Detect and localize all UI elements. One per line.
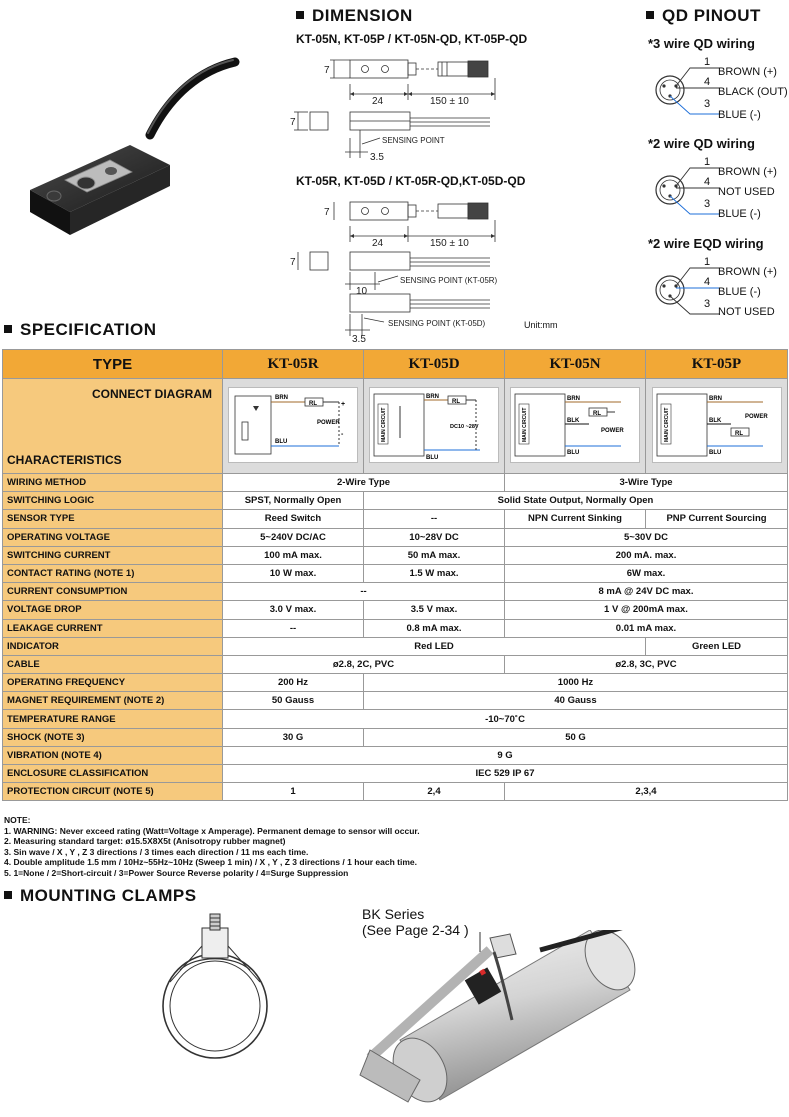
pin-label: BLUE (-)	[718, 286, 761, 298]
bk-series-label: BK Series	[362, 906, 425, 922]
spec-cell: 50 Gauss	[223, 692, 364, 710]
spec-cell: -10~70˚C	[223, 710, 788, 728]
spec-row-label: CURRENT CONSUMPTION	[3, 583, 223, 601]
spec-cell: 10~28V DC	[364, 528, 505, 546]
spec-row-label: CONTACT RATING (NOTE 1)	[3, 564, 223, 582]
diag-main-circuit: MAIN CIRCUIT	[663, 407, 670, 442]
spec-cell: 3.5 V max.	[364, 601, 505, 619]
pin-label: BLUE (-)	[718, 109, 761, 121]
section-bullet-icon	[296, 11, 304, 19]
pinout-group-title: *2 wire EQD wiring	[648, 236, 764, 251]
spec-row	[3, 601, 788, 619]
pin-label: BROWN (+)	[718, 266, 777, 278]
circuit-diagram-pnp	[652, 387, 782, 463]
dim-7-label-d: 7	[290, 257, 296, 268]
spec-cell: IEC 529 IP 67	[223, 765, 788, 783]
spec-cell: 8 mA @ 24V DC max.	[505, 583, 788, 601]
spec-cell: PNP Current Sourcing	[646, 510, 788, 528]
spec-cell: 0.8 mA max.	[364, 619, 505, 637]
spec-row	[3, 746, 788, 764]
spec-cell: 1000 Hz	[364, 674, 788, 692]
diag-brn: BRN	[426, 393, 439, 400]
spec-cell: 2,3,4	[505, 783, 788, 801]
spec-row-label: LEAKAGE CURRENT	[3, 619, 223, 637]
pin-label: NOT USED	[718, 306, 775, 318]
diag-brn: BRN	[275, 394, 288, 401]
spec-cell: ø2.8, 2C, PVC	[223, 655, 505, 673]
model-header: KT-05N	[505, 350, 646, 379]
notes-title: NOTE:	[4, 815, 31, 825]
diag-blk: BLK	[567, 417, 580, 424]
diag-rl: RL	[734, 430, 743, 437]
spec-row-label: SWITCHING LOGIC	[3, 492, 223, 510]
note-item: 3. Sin wave / X , Y , Z 3 directions / 3 times each direction / 11 ms each time.	[4, 846, 309, 857]
spec-row-label: SENSOR TYPE	[3, 510, 223, 528]
pin-label: NOT USED	[718, 186, 775, 198]
pin-label: BROWN (+)	[718, 66, 777, 78]
qd-pinout-title: QD PINOUT	[646, 6, 761, 26]
note-item: 5. 1=None / 2=Short-circuit / 3=Power Source Reverse polarity / 4=Surge Suppression	[4, 867, 349, 878]
spec-row	[3, 674, 788, 692]
spec-row-label: ENCLOSURE CLASSIFICATION	[3, 765, 223, 783]
spec-row	[3, 655, 788, 673]
circuit-diagram-reed	[228, 387, 358, 463]
diag-blk: BLK	[708, 417, 721, 424]
diagram-kt05n-cell	[505, 379, 646, 474]
spec-row-label: PROTECTION CIRCUIT (NOTE 5)	[3, 783, 223, 801]
sensing-point-r-label: SENSING POINT (KT-05R)	[400, 276, 498, 285]
spec-row-label: VIBRATION (NOTE 4)	[3, 746, 223, 764]
pin-number: 1	[704, 256, 711, 268]
diag-rl: RL	[309, 400, 317, 407]
model-header: KT-05R	[223, 350, 364, 379]
product-photo	[10, 40, 240, 250]
diag-power: POWER	[744, 413, 768, 420]
spec-row-label: SHOCK (NOTE 3)	[3, 728, 223, 746]
connect-diagram-row	[3, 379, 788, 474]
spec-cell: 0.01 mA max.	[505, 619, 788, 637]
pin-number: 1	[704, 156, 711, 168]
spec-row	[3, 619, 788, 637]
sensing-point-label: SENSING POINT	[382, 136, 445, 145]
spec-cell: 200 mA. max.	[505, 546, 788, 564]
spec-cell: SPST, Normally Open	[223, 492, 364, 510]
spec-cell: 1 V @ 200mA max.	[505, 601, 788, 619]
spec-cell: 100 mA max.	[223, 546, 364, 564]
cylinder-mount-drawing	[330, 930, 650, 1110]
spec-row	[3, 637, 788, 655]
dim-10-label: 10	[356, 286, 368, 297]
pinout-group-title: *3 wire QD wiring	[648, 36, 755, 51]
circuit-diagram-2wire	[369, 387, 499, 463]
unit-label: Unit:mm	[524, 320, 558, 330]
spec-row-label: WIRING METHOD	[3, 474, 223, 492]
spec-cell: 3-Wire Type	[505, 474, 788, 492]
spec-cell: --	[223, 619, 364, 637]
dimension-group2-title: KT-05R, KT-05D / KT-05R-QD,KT-05D-QD	[296, 174, 526, 188]
spec-cell: 5~240V DC/AC	[223, 528, 364, 546]
sensing-point-d-label: SENSING POINT (KT-05D)	[388, 319, 486, 328]
diag-blu: BLU	[708, 449, 721, 456]
spec-cell: 50 G	[364, 728, 788, 746]
spec-row	[3, 492, 788, 510]
spec-cell: 5~30V DC	[505, 528, 788, 546]
spec-cell: Reed Switch	[223, 510, 364, 528]
spec-cell: 200 Hz	[223, 674, 364, 692]
dimension-drawing-rd	[290, 190, 530, 342]
dim-7-label-b: 7	[290, 117, 296, 128]
spec-cell: NPN Current Sinking	[505, 510, 646, 528]
spec-cell: Green LED	[646, 637, 788, 655]
dim-150-label-b: 150 ± 10	[430, 238, 469, 249]
spec-row-label: INDICATOR	[3, 637, 223, 655]
diag-dc: DC10 ~28V	[450, 423, 479, 430]
dim-7-label-c: 7	[324, 207, 330, 218]
spec-cell: Red LED	[223, 637, 646, 655]
spec-row	[3, 783, 788, 801]
spec-row	[3, 564, 788, 582]
spec-row	[3, 692, 788, 710]
spec-cell: 50 mA max.	[364, 546, 505, 564]
spec-row-label: OPERATING VOLTAGE	[3, 528, 223, 546]
diag-main-circuit: MAIN CIRCUIT	[381, 407, 387, 442]
specification-title: SPECIFICATION	[4, 320, 157, 340]
diag-brn: BRN	[708, 395, 722, 402]
spec-cell: 10 W max.	[223, 564, 364, 582]
model-header: KT-05D	[364, 350, 505, 379]
section-bullet-icon	[4, 325, 12, 333]
diag-power: POWER	[601, 427, 624, 434]
pin-number: 3	[704, 298, 711, 310]
type-header: TYPE	[3, 350, 223, 379]
spec-cell: 1	[223, 783, 364, 801]
spec-row-label: MAGNET REQUIREMENT (NOTE 2)	[3, 692, 223, 710]
clamp-ring-drawing	[140, 910, 290, 1060]
dim-24-label-a: 24	[372, 96, 384, 107]
dim-3-5-label-b: 3.5	[352, 334, 366, 342]
diag-blu: BLU	[426, 454, 439, 461]
diagram-kt05r-cell	[223, 379, 364, 474]
pinout-group-title: *2 wire QD wiring	[648, 136, 755, 151]
diag-main-circuit: MAIN CIRCUIT	[522, 407, 528, 442]
spec-row-label: VOLTAGE DROP	[3, 601, 223, 619]
spec-row	[3, 765, 788, 783]
diagram-kt05d-cell	[364, 379, 505, 474]
spec-row	[3, 546, 788, 564]
spec-row	[3, 728, 788, 746]
spec-row-label: OPERATING FREQUENCY	[3, 674, 223, 692]
pin-number: 3	[704, 98, 711, 110]
spec-cell: 9 G	[223, 746, 788, 764]
mounting-clamps-title: MOUNTING CLAMPS	[4, 886, 197, 906]
note-item: 2. Measuring standard target: ø15.5X8X5t (Anisotropy rubber magnet)	[4, 836, 286, 846]
diag-plus: +	[341, 400, 346, 408]
diag-rl: RL	[593, 410, 601, 417]
pin-number: 4	[704, 76, 711, 88]
circuit-diagram-npn	[510, 387, 640, 463]
diag-minus: -	[341, 430, 344, 438]
spec-row	[3, 583, 788, 601]
spec-row	[3, 510, 788, 528]
dim-150-label-a: 150 ± 10	[430, 96, 469, 107]
spec-cell: 2-Wire Type	[223, 474, 505, 492]
dim-3-5-label-a: 3.5	[370, 152, 384, 163]
section-bullet-icon	[4, 891, 12, 899]
dim-7-label-a: 7	[324, 65, 330, 76]
diag-blu: BLU	[275, 438, 288, 445]
characteristics-label: CHARACTERISTICS	[7, 453, 122, 467]
notes-block	[4, 815, 784, 878]
spec-cell: 2,4	[364, 783, 505, 801]
see-page-label: (See Page 2-34 )	[362, 922, 469, 938]
diag-rl: RL	[452, 398, 460, 405]
dimension-drawing-np	[290, 48, 530, 166]
note-item: 1. WARNING: Never exceed rating (Watt=Voltage x Amperage). Permanent demage to sensor will occur.	[4, 825, 420, 836]
spec-cell: 1.5 W max.	[364, 564, 505, 582]
spec-header-row	[3, 350, 788, 379]
note-item: 4. Double amplitude 1.5 mm / 10Hz~55Hz~10Hz (Sweep 1 min) / X , Y , Z 3 directions / 1 hour each time.	[4, 857, 418, 867]
pin-label: BROWN (+)	[718, 166, 777, 178]
spec-row	[3, 710, 788, 728]
diag-blu: BLU	[567, 449, 580, 456]
spec-cell: Solid State Output, Normally Open	[364, 492, 788, 510]
diag-brn: BRN	[567, 395, 580, 402]
section-bullet-icon	[646, 11, 654, 19]
spec-cell: 30 G	[223, 728, 364, 746]
diagram-kt05p-cell	[646, 379, 788, 474]
spec-cell: ø2.8, 3C, PVC	[505, 655, 788, 673]
pin-label: BLACK (OUT)	[718, 86, 788, 98]
pin-number: 4	[704, 276, 711, 288]
connect-diagram-label: CONNECT DIAGRAM	[92, 387, 212, 401]
spec-cell: --	[364, 510, 505, 528]
pin-number: 1	[704, 56, 711, 68]
dimension-group1-title: KT-05N, KT-05P / KT-05N-QD, KT-05P-QD	[296, 32, 528, 46]
model-header: KT-05P	[646, 350, 788, 379]
spec-cell: --	[223, 583, 505, 601]
pin-label: BLUE (-)	[718, 208, 761, 220]
dim-24-label-b: 24	[372, 238, 384, 249]
spec-cell: 6W max.	[505, 564, 788, 582]
spec-row-label: TEMPERATURE RANGE	[3, 710, 223, 728]
spec-cell: 40 Gauss	[364, 692, 788, 710]
characteristics-cell	[3, 379, 223, 474]
spec-row	[3, 474, 788, 492]
spec-row-label: CABLE	[3, 655, 223, 673]
diag-power: POWER	[317, 419, 340, 426]
dimension-title: DIMENSION	[296, 6, 413, 26]
spec-table	[2, 349, 788, 801]
pin-number: 4	[704, 176, 711, 188]
pin-number: 3	[704, 198, 711, 210]
spec-row-label: SWITCHING CURRENT	[3, 546, 223, 564]
spec-cell: 3.0 V max.	[223, 601, 364, 619]
spec-row	[3, 528, 788, 546]
